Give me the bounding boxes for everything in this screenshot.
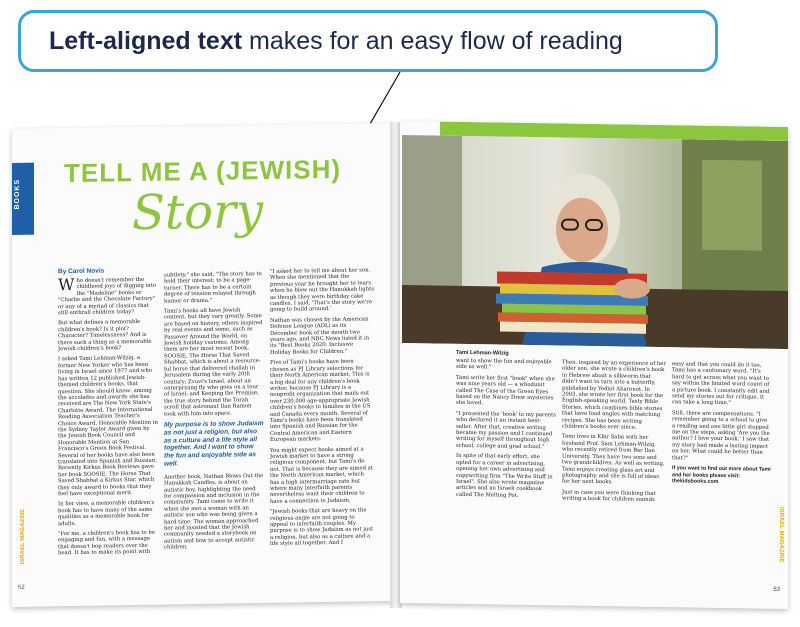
paragraph: easy and that you could do it too, Tami has a cautionary word. "It's hard to get across what you want to say within the limited word count of a picture book. I constantly edit and send my stories out for critique. It can take a long time."	[672, 361, 770, 407]
paragraph: Tami write her first "book" when she was nine years old — a whodunit called The Case of the Green Eyes based on the Nancy Drew mysteries she loved.	[456, 374, 555, 407]
page-number: 53	[773, 586, 780, 593]
paragraph: I asked Tami Lehman-Wilzig, a former New Yorker who has been living in Israel since 1977 and who has written 12 published Jewish-themed children's books, that question. She should know: among the accolades and awards she has received are The New York State's Charlotte Award, The International Reading Association Teacher's Choice Award, Honorable Mention in the Sydney Taylor Award given by the Jewish Book Council and Honorable Mention at San Francisco's Green Book Festival. Several of her books have also been translated into Spanish and Russian. Recently Kirkus Book Reviews gave her book SOOSIE, The Horse That Saved Shabbat a Kirkus Star, which they only award to books that they feel have exceptional merit.	[58, 355, 158, 498]
author-photo	[402, 135, 788, 349]
paragraph	[58, 277, 158, 317]
article-title-script: Story	[132, 183, 264, 242]
article-title: TELL ME A (JEWISH)	[64, 153, 342, 189]
paragraph-text: ho doesn't remember the childhood joys of digging into the "Madeline" books or "Charlie and the Chocolate Factory" or any of a myriad of classics that still enthrall children today?	[58, 276, 157, 317]
left-page	[12, 123, 392, 607]
paragraph: Tami's books all have Jewish content, but they vary greatly. Some are based on history, others inspired by real events and some, such as Passover Around the World, on Jewish holiday customs. Among them are her most recent book, SOOSIE, The Horse That Saved Shabbat, which is about a resource-ful horse that delivered challah in Jerusalem during the early 20th century; Zvuvi's Israel, about an enterprising fly who goes on a tour of Israel; and Keeping the Promise, the true story behind the Torah scroll that astronaut Ilan Ramon took with him into space.	[164, 307, 263, 418]
contact-info: If you want to find out more about Tami and her books please visit: thekidsbooks.com	[672, 465, 771, 485]
paragraph: In spite of that early effort, she opted for a career in advertising, opening her own advertising and copywriting firm "The Write Stuff in Israel". She also wrote magazine articles and an Israeli cookbook called The Melting Pot.	[456, 453, 553, 499]
brand-mark: ISRAEL MAGAZINE	[778, 506, 784, 563]
photo-illustration	[402, 135, 788, 349]
paragraph: want to show the fun and enjoyable side as well."	[456, 357, 552, 371]
callout-rest: makes for an easy flow of reading	[242, 26, 623, 55]
paragraph: Five of Tami's books have been chosen as PJ Library selections for their North American market. This is a big deal for any children's book writer, because PJ Library is a nonprofit organization that mails out over 230,000 age-appropriate Jewish children's books to families in the US and Canada every month. Several of Tami's books have been translated into Spanish and Russian for the Central American and Eastern European markets.	[270, 358, 371, 444]
left-column-1	[58, 277, 158, 561]
paragraph: "Jewish books that are heavy on the religious angle are not going to appeal to interfaith couples. My purpose is to show Judaism as not just a religion, but also as a culture and a life style all together. And I	[270, 507, 374, 548]
paragraph: Still, there are compensations. "I remember going to a school to give a reading and one little girl stopped me on the steps, asking 'Are you the author? I love your book.' I saw that my story had made a lasting impact on her. What could be better than that?"	[672, 410, 770, 462]
paragraph: "I asked her to tell me about her son. When she mentioned that the previous year he brought her to tears when he blew out the Hanukkah lights as though they were birthday cake candles, I said, 'That's the story we're going to build around.'	[270, 267, 374, 314]
callout-bold: Left-aligned text	[49, 26, 243, 55]
paragraph: Another book, Nathan Blows Out the Hanukkah Candles, is about an autistic boy, highlighting the need for compassion and inclusion in the community. Tami came to write it when she met a woman with an autistic son who was being given a hard time. The woman approached her and insisted that the Jewish community needed a storybook on autism and how to accept autistic children.	[164, 472, 264, 551]
right-page	[400, 121, 788, 609]
right-column-1	[456, 358, 556, 504]
paragraph: Tami lives in Kfar Saba with her husband Prof. Sam Lehman-Wilzig, who recently retired from Bar Ilan University. They have two sons and two grandchildren. As well as writing, Tami enjoys creating glass art and photography, and she is full of ideas for her next books.	[562, 433, 665, 486]
paragraph: Just in case you were thinking that writing a book for children sounds	[562, 489, 656, 504]
paragraph: In her view, a memorable children's book has to have many of the same qualities as a memorable book for adults.	[58, 500, 155, 527]
paragraph: Then, inspired by an experience of her older son, she wrote a children's book in Hebrew about a silkworm that didn't want to turn into a butterfly, published by Yediot Aharonot. In 2003, she wrote her first book for the English-speaking world, Tasty Bible Stories, which combines bible stories that have food angles with matching recipes. She has been writing children's books ever since.	[562, 359, 666, 431]
left-column-3	[270, 267, 374, 551]
brand-mark: ISRAEL MAGAZINE	[20, 508, 26, 565]
paragraph: Nathan was chosen by the American Defense League (ADL) as its December book of the month two years ago, and NBC News listed it in its "Best Books 2020: Inclusive Holiday Books for Children."	[270, 316, 370, 356]
page-number: 52	[18, 584, 25, 591]
magazine-spread	[12, 118, 788, 616]
paragraph: "For me, a children's book has to be engaging and fun, with a message that doesn't bop readers over the head. It has to make its point with	[58, 529, 155, 557]
photo-caption: Tami Lehman-Wilzig	[456, 349, 509, 357]
byline: By Carol Novis	[58, 267, 105, 276]
left-column-2	[164, 271, 264, 555]
right-column-3	[672, 361, 772, 490]
paragraph: But what defines a memorable children's book? Is it plot? Character? Timelessness? And is there such a thing as a memorable Jewish children's book?	[58, 319, 152, 353]
paragraph: subtlety," she said. "The story has to hold their interest; to be a page-turner. There has to be a certain degree of tension relayed through humor or drama."	[164, 271, 262, 305]
right-column-2	[562, 359, 666, 507]
paragraph: "I presented the 'book' to my parents who declared it an instant best-seller. After that, creative writing became my passion and I continued writing for myself throughout high school, college and grad school."	[456, 410, 556, 451]
paragraph: You might expect books aimed at a Jewish market to have a strong religious component, but Tami's do not. That is because they are aimed at the North American market, which has a high intermarriage rate but where many interfaith parents nevertheless want their children to have a connection to Judaism.	[270, 446, 373, 505]
drop-cap: W	[58, 275, 75, 295]
pull-quote: My purpose is to show Judaism as not just a religion, but also as a culture and a life style all together. And I want to show the fun and enjoyable side as well.	[164, 419, 264, 468]
section-label: BOOKS	[14, 178, 21, 210]
